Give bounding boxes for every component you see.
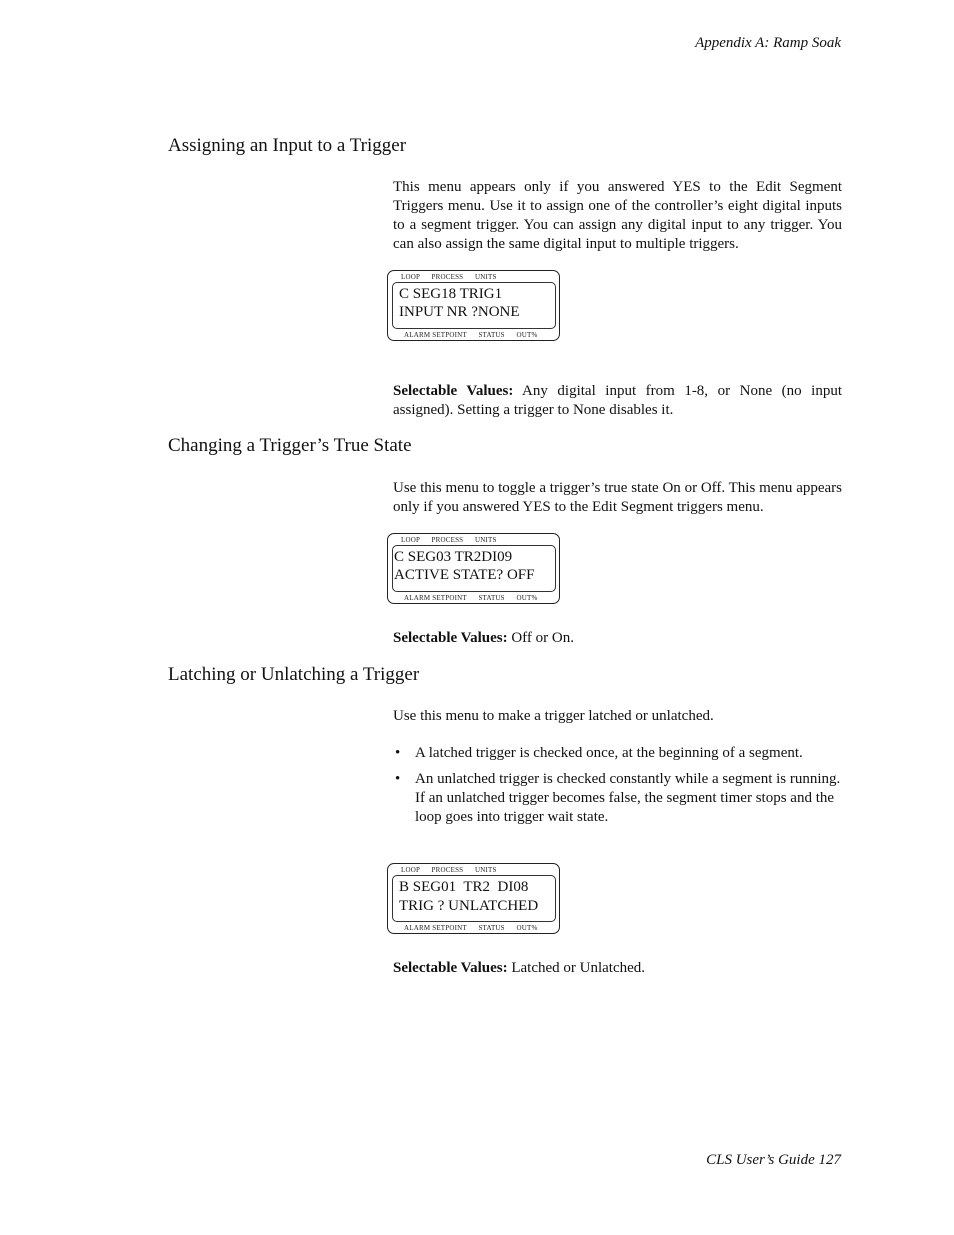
controller-display-latching	[387, 863, 560, 934]
bullet-text: A latched trigger is checked once, at the beginning of a segment.	[415, 745, 803, 761]
display-top-labels: LOOP PROCESS UNITS	[401, 273, 497, 281]
bullet-text: An unlatched trigger is checked constantly while a segment is running. If an unlatched trigger becomes false, the segment timer stops and the loop goes into trigger wait state.	[415, 771, 841, 825]
display-line-1: C SEG03 TR2DI09	[394, 549, 513, 565]
display-top-labels: LOOP PROCESS UNITS	[401, 866, 497, 874]
display-bottom-labels: ALARM SETPOINT STATUS OUT%	[404, 331, 538, 339]
list-item	[395, 744, 842, 763]
page-footer: CLS User’s Guide 127	[706, 1152, 841, 1168]
bullet-icon: •	[395, 745, 401, 761]
display-bottom-labels: ALARM SETPOINT STATUS OUT%	[404, 594, 538, 602]
running-header: Appendix A: Ramp Soak	[695, 35, 841, 51]
display-top-labels: LOOP PROCESS UNITS	[401, 536, 497, 544]
selectable-values-text: Any digital input from 1-8, or None (no input assigned). Setting a trigger to None disables it.	[393, 383, 842, 418]
latching-bullet-list	[395, 744, 842, 834]
selectable-values-label: Selectable Values:	[393, 960, 508, 976]
display-screen	[392, 875, 556, 922]
section-heading-assign-input: Assigning an Input to a Trigger	[168, 135, 407, 156]
section-body-assign-input: This menu appears only if you answered YES to the Edit Segment Triggers menu. Use it to assign one of the controller’s eight digital inputs to a segment trigger. You can assign any digital input to any trigger. You can also assign the same digital input to multiple triggers.	[393, 179, 842, 252]
list-item	[395, 770, 842, 827]
section-heading-true-state: Changing a Trigger’s True State	[168, 435, 412, 456]
section-body-true-state: Use this menu to toggle a trigger’s true state On or Off. This menu appears only if you answered YES to the Edit Segment triggers menu.	[393, 480, 842, 515]
display-line-1: C SEG18 TRIG1	[399, 286, 503, 302]
bullet-icon: •	[395, 771, 401, 787]
selectable-values-label: Selectable Values:	[393, 630, 508, 646]
selectable-values-assign-input	[393, 382, 842, 420]
display-line-2: TRIG ? UNLATCHED	[399, 898, 539, 914]
controller-display-true-state	[387, 533, 560, 604]
display-screen	[392, 545, 556, 592]
selectable-values-true-state	[393, 629, 842, 648]
selectable-values-label: Selectable Values:	[393, 383, 514, 399]
section-body-latching: Use this menu to make a trigger latched or unlatched.	[393, 708, 714, 724]
display-screen	[392, 282, 556, 329]
display-line-2: ACTIVE STATE? OFF	[394, 567, 535, 583]
section-heading-latching: Latching or Unlatching a Trigger	[168, 664, 420, 685]
selectable-values-text: Latched or Unlatched.	[507, 960, 646, 976]
controller-display-assign-input	[387, 270, 560, 341]
display-bottom-labels: ALARM SETPOINT STATUS OUT%	[404, 924, 538, 932]
display-line-1: B SEG01 TR2 DI08	[399, 879, 529, 895]
selectable-values-latching	[393, 959, 842, 978]
display-line-2: INPUT NR ?NONE	[399, 304, 520, 320]
selectable-values-text: Off or On.	[507, 630, 574, 646]
